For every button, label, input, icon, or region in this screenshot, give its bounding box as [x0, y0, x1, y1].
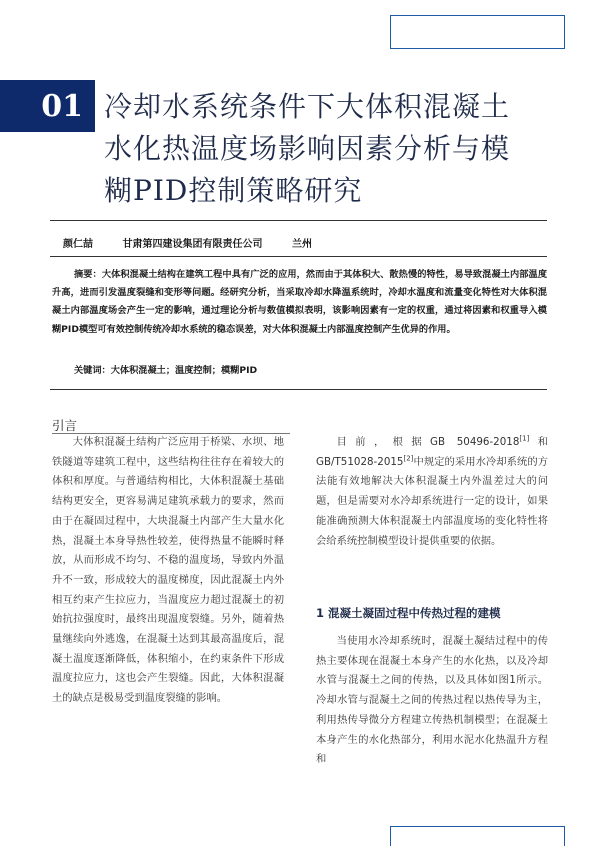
section-1-heading: 1 混凝土凝固过程中传热过程的建模 [316, 606, 501, 620]
column-left [52, 433, 284, 709]
keywords [74, 362, 257, 376]
keywords-label: 关键词： [74, 365, 111, 376]
intro-heading: 引言 [52, 418, 78, 433]
title-line-3: 糊PID控制策略研究 [104, 174, 363, 207]
author-affiliation: 甘肃第四建设集团有限责任公司 [122, 239, 263, 250]
intro-paragraph-2 [316, 433, 548, 551]
author-name: 颜仁喆 [63, 239, 93, 250]
citation-1[interactable]: [1] [519, 434, 530, 443]
citation-2[interactable]: [2] [403, 454, 414, 463]
intro-p2-part-b: 和GB/T51028-2015 [316, 436, 548, 468]
article-title [104, 86, 554, 212]
intro-p2-part-a: 目前，根据GB 50496-2018 [336, 436, 520, 448]
author-city: 兰州 [291, 239, 312, 250]
intro-p2-part-c: 中规定的采用水冷却系统的方法能有效地解决大体积混凝土内外温差过大的问题，但是需要对水冷却系统进行一定的设计，如果能准确预测大体积混凝土内部温度场的变化特性将会给系统控制模型设计提供重要的依据。 [316, 455, 548, 547]
author-line [63, 235, 338, 250]
abstract-text: 大体积混凝土结构在建筑工程中具有广泛的应用，然而由于其体积大、散热慢的特性，易导致混凝土内部温度升高，进而引发温度裂缝和变形等问题。经研究分析，当采取冷却水降温系统时，冷却水温度和流量变化特性对大体积混凝土内部温度场会产生一定的影响，通过理论分析与数值模拟表明，该影响因素有一定的权重，通过将因素和权重导入模糊PID模型可有效控制传统冷却水系统的稳态误差，对大体积混凝土内部温度控制产生优异的作用。 [52, 269, 548, 335]
decorative-frame-bottom [390, 826, 565, 846]
section-number: 01 [41, 88, 83, 124]
column-right [316, 433, 548, 551]
divider-authors [50, 256, 547, 257]
title-line-2: 水化热温度场影响因素分析与模 [104, 132, 511, 165]
title-line-1: 冷却水系统条件下大体积混凝土 [104, 90, 511, 123]
abstract [52, 266, 547, 339]
abstract-label: 摘要： [74, 269, 102, 280]
column-right-section-1 [316, 632, 548, 770]
decorative-frame-top [390, 15, 565, 49]
intro-paragraph-1: 大体积混凝土结构广泛应用于桥梁、水坝、地铁隧道等建筑工程中，这些结构往往存在着较大的体积和厚度。与普通结构相比，大体积混凝土基础结构更安全，更容易满足建筑承载力的要求，然而由于在凝固过程中，大块混凝土内部产生大量水化热，混凝土本身导热性较差，使得热量不能瞬时释放，从而形成不均匀、不稳的温度场，导致内外温升不一致，形成较大的温度梯度，因此混凝土内外相互约束产生拉应力，当温度应力超过混凝土的初始抗拉强度时，最终出现温度裂缝。另外，随着热量继续向外逃逸，在混凝土达到其最高温度后，混凝土温度逐渐降低，体积缩小，在约束条件下形成温度拉应力，这也会产生裂缝。因此，大体积混凝土的缺点是极易受到温度裂缝的影响。 [52, 436, 284, 705]
section-1-paragraph: 当使用水冷却系统时，混凝土凝结过程中的传热主要体现在混凝土本身产生的水化热，以及冷却水管与混凝土之间的传热，以及具体如图1所示。冷却水管与混凝土之间的传热过程以热传导为主，利用热传导微分方程建立传热机制模型；在混凝土本身产生的水化热部分，利用水泥水化热温升方程和 [316, 635, 548, 766]
divider-title [50, 220, 547, 221]
divider-abstract [50, 389, 547, 390]
section-number-block [0, 80, 95, 132]
keywords-text: 大体积混凝土；温度控制；模糊PID [110, 365, 258, 376]
